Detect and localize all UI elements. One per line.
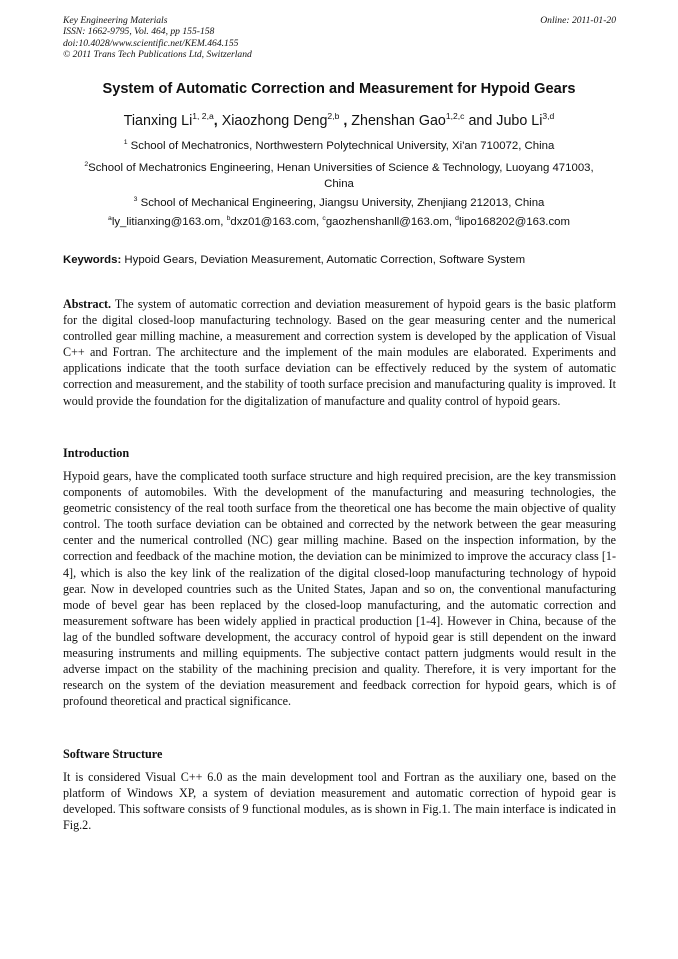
- copyright-line: © 2011 Trans Tech Publications Ltd, Switzerland: [63, 49, 252, 61]
- email-list: [40, 216, 638, 228]
- author-sep: ,: [339, 113, 352, 129]
- email-sup: d: [455, 215, 459, 223]
- author-sup: 2,b: [327, 111, 340, 122]
- email-text: ly_litianxing@163.om,: [111, 216, 227, 228]
- author-sep: and: [464, 113, 497, 129]
- email-sup: c: [322, 215, 326, 223]
- author-sep: ,: [213, 113, 222, 129]
- author-name: Tianxing Li: [123, 113, 193, 129]
- author-name: Xiaozhong Deng: [221, 113, 328, 129]
- section-heading-introduction: Introduction: [63, 446, 130, 460]
- keywords: [63, 254, 616, 266]
- keywords-label: Keywords:: [63, 254, 122, 266]
- section-heading-software-structure: Software Structure: [63, 747, 163, 761]
- keywords-text: Hypoid Gears, Deviation Measurement, Automatic Correction, Software System: [121, 254, 526, 266]
- affiliation-text: School of Mechanical Engineering, Jiangsu University, Zhenjiang 212013, China: [140, 197, 545, 209]
- journal-name: Key Engineering Materials: [63, 15, 168, 26]
- affiliation-sup: 3: [133, 196, 138, 204]
- introduction-paragraph: Hypoid gears, have the complicated tooth surface structure and high required precision, are the key transmission components of automobiles. With the development of the manufacturing and measuring technologies, the geometric consistency of the real tooth surface from the theoretical one has become the main objective of quality control. The tooth surface deviation can be obtained and corrected by the network between the gear measuring center and the numerical controlled (NC) gear milling machine. Based on the inspection information, by the correction and feedback of the machine motion, the deviation can be minimized to improve the accuracy class [1-4], which is also the key link of the realization of the digital closed-loop manufacturing technology of hypoid gear. Now in developed countries such as the United States, Japan and so on, the conventional manufacturing mode of bevel gear has been replaced by the closed-loop manufacturing, and the automatic correction and measurement software has been widely applied in practical production [1-4]. However in China, because of the lag of the bundled software development, the accuracy control of hypoid gear is still dependent on the inward measuring instruments and milling equipments. The subjective contact pattern judgments would result in the adverse impact on the stability of the machining precision and quality. Therefore, it is very important for the research on the system of the deviation measurement and feedback correction for hypoid gears, which is of profound theoretical and practical significance.: [63, 469, 616, 709]
- email-sup: b: [226, 215, 231, 223]
- issn-line: ISSN: 1662-9795, Vol. 464, pp 155-158: [63, 26, 215, 38]
- journal-header: [63, 15, 616, 61]
- affiliation-3: [70, 195, 608, 211]
- software-structure-paragraph: It is considered Visual C++ 6.0 as the main development tool and Fortran as the auxiliary one, based on the platform of Windows XP, a system of deviation measurement and automatic correction of hypoid gear is developed. This software consists of 9 functional modules, as is shown in Fig.1. The main interface is indicated in Fig.2.: [63, 770, 616, 833]
- affiliation-2: [70, 160, 608, 192]
- author-sup: 1,2,c: [445, 111, 465, 122]
- abstract-label: Abstract.: [63, 297, 112, 311]
- paper-title: System of Automatic Correction and Measurement for Hypoid Gears: [102, 81, 576, 97]
- affiliation-sup: 2: [84, 161, 89, 169]
- email-text: lipo168202@163.com: [458, 216, 570, 228]
- author-sup: 1, 2,a: [192, 111, 214, 122]
- email-text: gaozhenshanll@163.om,: [325, 216, 456, 228]
- email-text: dxz01@163.com,: [230, 216, 323, 228]
- author-name: Zhenshan Gao: [351, 113, 446, 129]
- online-date: Online: 2011-01-20: [540, 15, 616, 26]
- affiliation-text: School of Mechatronics, Northwestern Polytechnical University, Xi'an 710072, China: [130, 140, 555, 152]
- abstract: [63, 296, 616, 409]
- affiliation-sup: 1: [123, 139, 128, 147]
- abstract-text: The system of automatic correction and deviation measurement of hypoid gears is the basic platform for the digital closed-loop manufacturing technology. Based on the gear measuring center and the numerical controlled gear milling machine, a measurement and correction system is developed by the application of Visual C++ and Fortran. The architecture and the implement of the main modules are elaborated. Experiments and applications indicate that the tooth surface deviation can be effectively reduced by the system of automatic correction and measurement, and the stability of tooth surface precision and manufacturing quality is improved. It would provide the foundation for the digitalization of manufacture and quality control of hypoid gears.: [63, 297, 616, 408]
- email-sup: a: [108, 215, 112, 223]
- author-name: Jubo Li: [496, 113, 543, 129]
- author-sup: 3,d: [542, 111, 555, 122]
- affiliation-1: [70, 138, 608, 154]
- author-list: [40, 113, 638, 129]
- doi-line: doi:10.4028/www.scientific.net/KEM.464.155: [63, 37, 239, 49]
- affiliation-text: School of Mechatronics Engineering, Henan Universities of Science & Technology, Luoyang 471003, China: [88, 162, 594, 190]
